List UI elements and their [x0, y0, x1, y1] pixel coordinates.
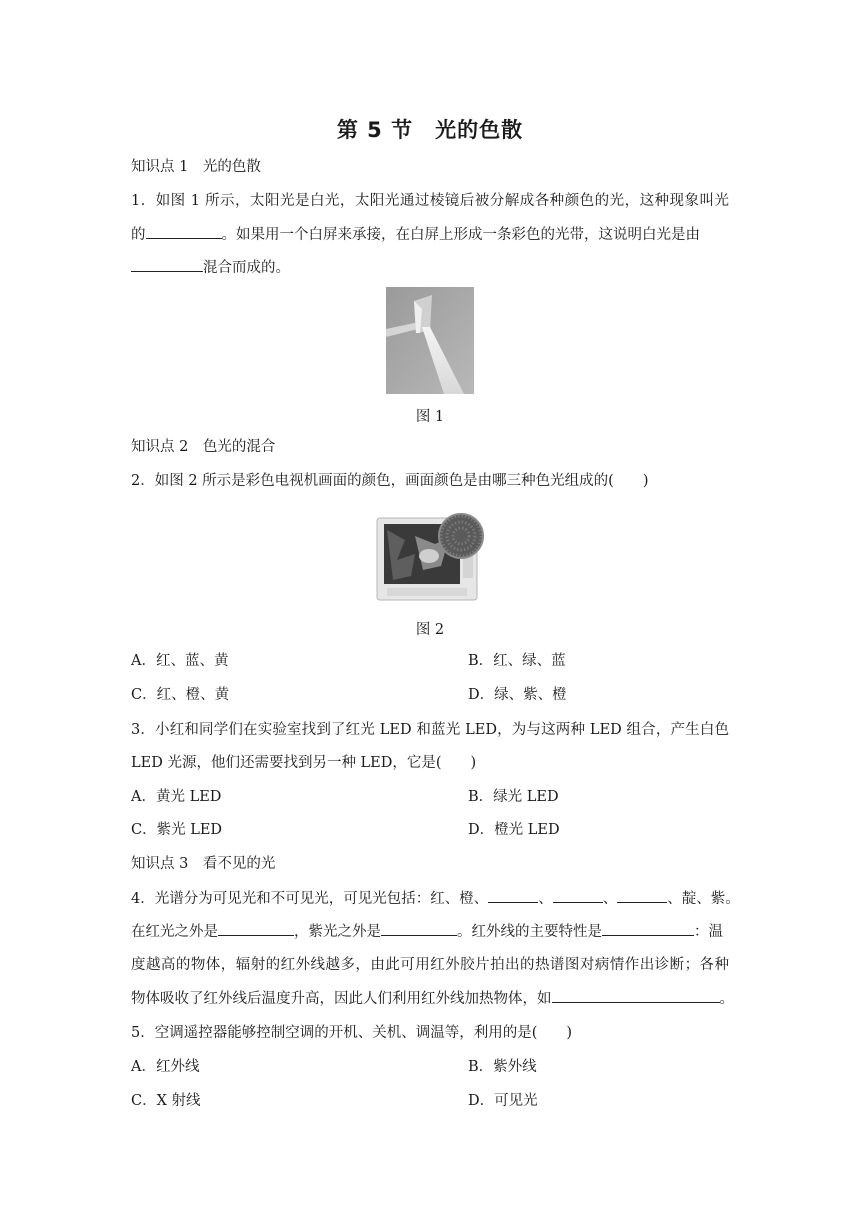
prism-figure: [386, 287, 474, 394]
q1-blank-2: [131, 257, 203, 272]
q3-line-2: LED 光源，他们还需要找到另一种 LED，它是( ): [131, 755, 477, 771]
q4-text: 。红外线的主要特性是: [457, 924, 602, 940]
q5-option-c[interactable]: C．X 射线: [131, 1093, 201, 1109]
section-heading-3: 知识点 3 看不见的光: [131, 856, 276, 872]
q4-text: 4．光谱分为可见光和不可见光，可见光包括：红、橙、: [131, 891, 489, 907]
q2-option-c[interactable]: C．红、橙、黄: [131, 687, 230, 703]
q4-text: 。: [719, 991, 734, 1007]
q3-line-1: 3．小红和同学们在实验室找到了红光 LED 和蓝光 LED，为与这两种 LED 组合，产生白色: [131, 722, 729, 738]
q1-blank-1: [146, 224, 222, 239]
q4-blank-infrared: [218, 921, 294, 936]
q4-blank-yellow: [488, 888, 538, 903]
q1-text: 的: [131, 227, 146, 243]
q5-option-b[interactable]: B．紫外线: [468, 1059, 537, 1075]
q4-blank-blue: [617, 888, 667, 903]
q4-line-4: [131, 988, 734, 1009]
q2-option-a[interactable]: A．红、蓝、黄: [131, 653, 229, 669]
q3-option-d[interactable]: D．橙光 LED: [468, 822, 560, 838]
q4-sep: 、: [602, 891, 618, 907]
q5-option-d[interactable]: D．可见光: [468, 1093, 538, 1109]
q2-option-d[interactable]: D．绿、紫、橙: [468, 687, 567, 703]
q4-text: ，紫光之外是: [294, 924, 381, 940]
q4-text: 、靛、紫。: [667, 891, 740, 907]
q4-text: 在红光之外是: [131, 924, 218, 940]
q1-text: 混合而成的。: [203, 260, 290, 276]
q5-option-a[interactable]: A．红外线: [131, 1059, 200, 1075]
q5-stem: 5．空调遥控器能够控制空调的开机、关机、调温等，利用的是( ): [131, 1025, 573, 1041]
page-title: 第 5 节 光的色散: [336, 118, 524, 142]
q4-blank-ultraviolet: [381, 921, 457, 936]
figure-1-caption: 图 1: [415, 409, 445, 425]
section-heading-1: 知识点 1 光的色散: [131, 159, 261, 175]
q4-blank-green: [553, 888, 603, 903]
color-tv-figure: [375, 510, 487, 602]
q4-line-1: [131, 888, 740, 909]
q3-option-a[interactable]: A．黄光 LED: [131, 789, 222, 805]
q1-line-1: 1．如图 1 所示，太阳光是白光，太阳光通过棱镜后被分解成各种颜色的光，这种现象叫光: [131, 193, 729, 209]
q1-line-2: [131, 224, 700, 245]
q4-blank-example: [552, 988, 720, 1003]
q1-line-3: [131, 257, 290, 278]
q4-sep: 、: [538, 891, 553, 907]
section-heading-2: 知识点 2 色光的混合: [131, 439, 276, 455]
q2-option-b[interactable]: B．红、绿、蓝: [468, 653, 566, 669]
q4-blank-property: [602, 921, 694, 936]
q1-text: 。如果用一个白屏来承接，在白屏上形成一条彩色的光带，这说明白光是由: [221, 227, 700, 243]
q4-line-3: 度越高的物体，辐射的红外线越多，由此可用红外胶片拍出的热谱图对病情作出诊断；各种: [131, 957, 729, 973]
figure-2-caption: 图 2: [415, 622, 445, 638]
q4-text: ：温: [694, 924, 723, 940]
q2-stem: 2．如图 2 所示是彩色电视机画面的颜色，画面颜色是由哪三种色光组成的( ): [131, 473, 649, 489]
q3-option-c[interactable]: C．紫光 LED: [131, 822, 223, 838]
q4-text: 物体吸收了红外线后温度升高，因此人们利用红外线加热物体，如: [131, 991, 552, 1007]
q3-option-b[interactable]: B．绿光 LED: [468, 789, 559, 805]
q4-line-2: [131, 921, 723, 942]
